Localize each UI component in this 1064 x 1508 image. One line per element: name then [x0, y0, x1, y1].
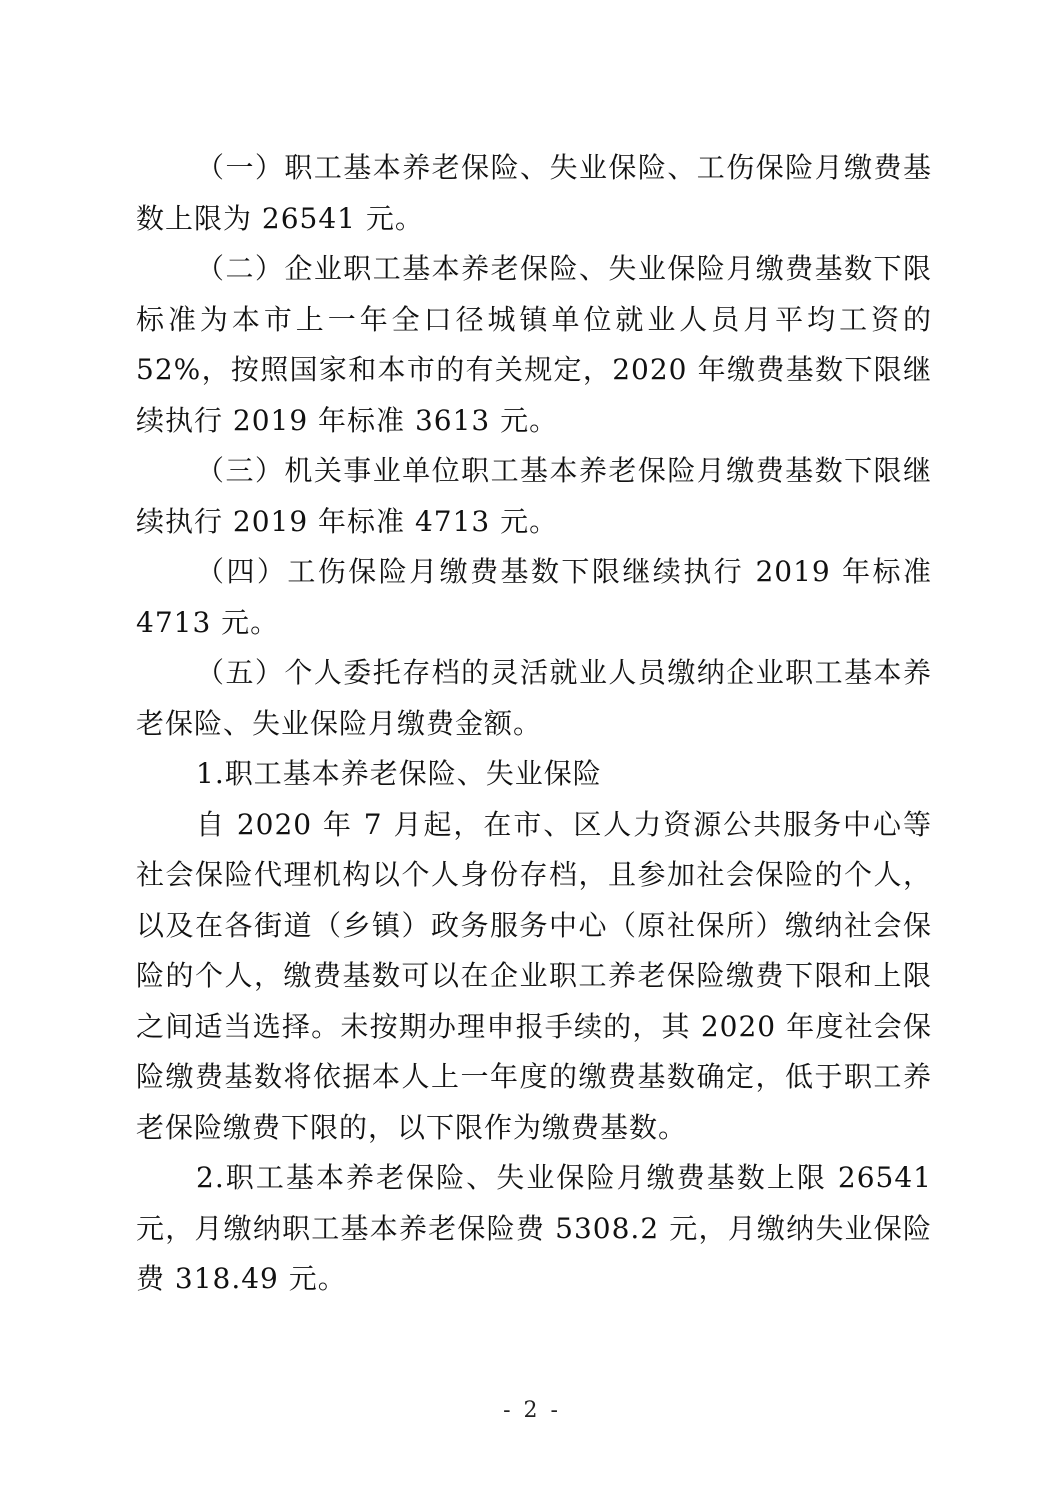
paragraph-1: （一）职工基本养老保险、失业保险、工伤保险月缴费基数上限为 26541 元。	[136, 151, 932, 235]
paragraph-2: （二）企业职工基本养老保险、失业保险月缴费基数下限标准为本市上一年全口径城镇单位就业人员月平均工资的 52%，按照国家和本市的有关规定，2020 年缴费基数下限继续执行 2019 年标准 3613 元。	[136, 252, 932, 437]
paragraph-7: 自 2020 年 7 月起，在市、区人力资源公共服务中心等社会保险代理机构以个人身份存档，且参加社会保险的个人，以及在各街道（乡镇）政务服务中心（原社保所）缴纳社会保险的个人，缴费基数可以在企业职工养老保险缴费下限和上限之间适当选择。未按期办理申报手续的，其 2020 年度社会保险缴费基数将依据本人上一年度的缴费基数确定，低于职工养老保险缴费下限的，以下限作为缴费基数。	[136, 807, 932, 1144]
paragraph-3: （三）机关事业单位职工基本养老保险月缴费基数下限继续执行 2019 年标准 4713 元。	[136, 454, 932, 538]
paragraph-6: 1.职工基本养老保险、失业保险	[196, 757, 602, 790]
page-number: - 2 -	[503, 1398, 561, 1423]
paragraph-5: （五）个人委托存档的灵活就业人员缴纳企业职工基本养老保险、失业保险月缴费金额。	[136, 656, 932, 740]
paragraph-4: （四）工伤保险月缴费基数下限继续执行 2019 年标准 4713 元。	[136, 555, 932, 639]
paragraph-8: 2.职工基本养老保险、失业保险月缴费基数上限 26541 元，月缴纳职工基本养老保险费 5308.2 元，月缴纳失业保险费 318.49 元。	[136, 1161, 932, 1295]
